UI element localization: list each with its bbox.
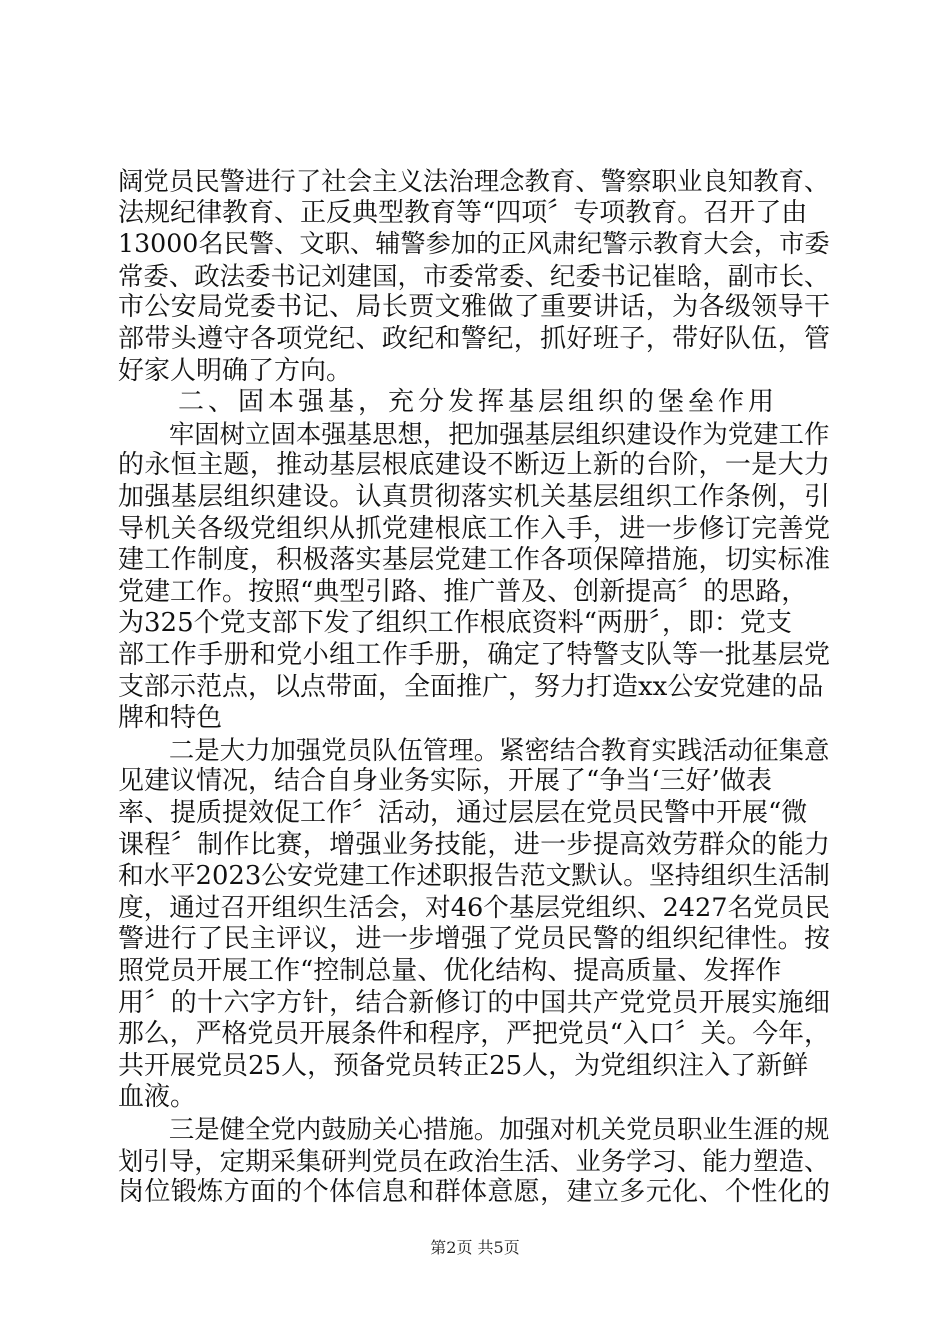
text-line: 导机关各级党组织从抓党建根底工作入手，进一步修订完善党 <box>118 513 831 544</box>
text-line: 警进行了民主评议，进一步增强了党员民警的组织纪律性。按 <box>118 924 831 955</box>
text-line: 加强基层组织建设。认真贯彻落实机关基层组织工作条例，引 <box>118 482 831 512</box>
text-line: 和水平2023公安党建工作述职报告范文默认。坚持组织生活制 <box>118 861 830 892</box>
text-line: 率、提质提效促工作〞活动，通过层层在党员民警中开展“微 <box>118 798 808 828</box>
text-line: 划引导，定期采集研判党员在政治生活、业务学习、能力塑造、 <box>118 1145 830 1176</box>
text-line: 三是健全党内鼓励关心措施。加强对机关党员职业生涯的规 <box>118 1114 830 1144</box>
text-line: 阔党员民警进行了社会主义法治理念教育、警察职业良知教育、 <box>118 166 830 196</box>
text-line: 度，通过召开组织生活会，对46个基层党组织、2427名党员民 <box>118 892 830 923</box>
text-line: 为325个党支部下发了组织工作根底资料“两册〞，即：党支 <box>118 608 792 639</box>
text-line: 牢固树立固本强基思想，把加强基层组织建设作为党建工作 <box>118 418 830 449</box>
text-line: 见建议情况，结合自身业务实际，开展了“争当‘三好’做表 <box>118 766 772 797</box>
text-line: 支部示范点，以点带面，全面推广，努力打造xx公安党建的品 <box>118 671 824 702</box>
text-line: 党建工作。按照“典型引路、推广普及、创新提高〞的思路， <box>118 576 808 607</box>
text-line: 牌和特色 <box>118 703 223 734</box>
page-footer: 第2页 共5页 <box>430 1238 520 1257</box>
text-line: 法规纪律教育、正反典型教育等“四项〞专项教育。召开了由 <box>118 197 808 228</box>
text-line: 血液。 <box>118 1082 197 1113</box>
text-line: 那么，严格党员开展条件和程序，严把党员“入口〞关。今年， <box>118 1019 830 1050</box>
text-line: 部工作手册和党小组工作手册，确定了特警支队等一批基层党 <box>118 640 831 670</box>
text-line: 课程〞制作比赛，增强业务技能，进一步提高效劳群众的能力 <box>118 829 831 860</box>
text-line: 常委、政法委书记刘建国，市委常委、纪委书记崔晗，副市长、 <box>118 260 830 291</box>
text-line: 建工作制度，积极落实基层党建工作各项保障措施，切实标准 <box>118 545 831 576</box>
text-line: 部带头遵守各项党纪、政纪和警纪，抓好班子，带好队伍，管 <box>118 324 831 354</box>
text-line: 照党员开展工作“控制总量、优化结构、提高质量、发挥作 <box>118 956 782 986</box>
text-line: 好家人明确了方向。 <box>118 355 353 386</box>
text-line: 市公安局党委书记、局长贾文雅做了重要讲话，为各级领导干 <box>118 292 831 323</box>
text-line: 13000名民警、文职、辅警参加的正风肃纪警示教育大会，市委 <box>118 229 830 259</box>
text-line: 二是大力加强党员队伍管理。紧密结合教育实践活动征集意 <box>118 734 830 765</box>
text-line: 用〞的十六字方针，结合新修订的中国共产党党员开展实施细 <box>118 987 831 1018</box>
text-line: 二、固本强基，充分发挥基层组织的堡垒作用 <box>118 387 779 418</box>
text-line: 共开展党员25人，预备党员转正25人，为党组织注入了新鲜 <box>118 1050 809 1081</box>
text-line: 岗位锻炼方面的个体信息和群体意愿，建立多元化、个性化的 <box>118 1177 831 1208</box>
text-line: 的永恒主题，推动基层根底建设不断迈上新的台阶，一是大力 <box>118 450 831 481</box>
